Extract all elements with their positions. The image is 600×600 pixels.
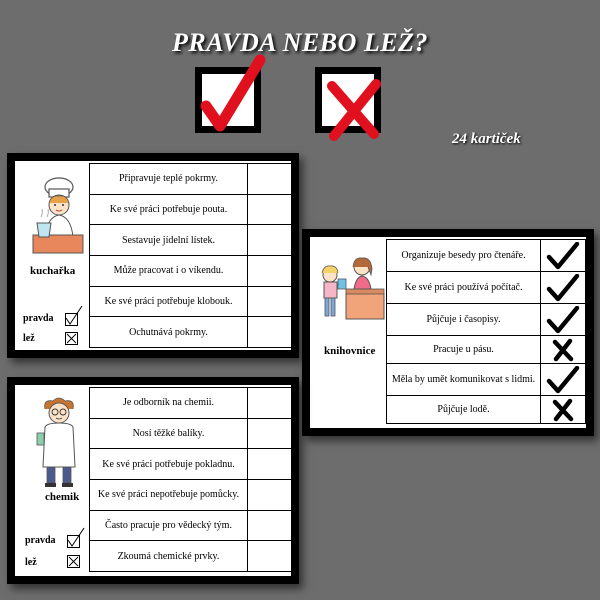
statement-cell: Nosí těžké balíky. xyxy=(90,418,248,449)
table-row xyxy=(90,510,293,541)
statement-cell: Ke své práci potřebuje pouta. xyxy=(90,194,248,225)
person-label: chemik xyxy=(45,491,80,503)
statement-cell: Půjčuje lodě. xyxy=(387,396,541,424)
answer-cell[interactable] xyxy=(248,541,293,572)
table-row xyxy=(90,317,293,348)
check-icon xyxy=(546,306,580,334)
answer-cell[interactable] xyxy=(248,388,293,419)
false-checkbox[interactable] xyxy=(67,555,80,568)
statement-cell: Ke své práci potřebuje klobouk. xyxy=(90,286,248,317)
table-row xyxy=(90,541,293,572)
statement-cell: Zkoumá chemické prvky. xyxy=(90,541,248,572)
table-row xyxy=(387,336,586,364)
table-row xyxy=(387,364,586,396)
false-symbol-box xyxy=(315,67,381,133)
answer-cell[interactable] xyxy=(541,336,586,364)
statement-cell: Sestavuje jídelní lístek. xyxy=(90,225,248,256)
table-row xyxy=(387,240,586,272)
table-row xyxy=(90,286,293,317)
true-checkbox[interactable] xyxy=(65,313,78,326)
statement-cell: Pracuje u pásu. xyxy=(387,336,541,364)
true-symbol-box xyxy=(195,67,261,133)
table-row xyxy=(387,272,586,304)
card-librarian xyxy=(302,229,594,436)
table-row xyxy=(90,449,293,480)
table-row xyxy=(387,304,586,336)
person-label: kuchařka xyxy=(30,265,76,277)
small-check-icon xyxy=(64,308,86,326)
librarian-illustration xyxy=(316,253,386,323)
statement-cell: Půjčuje i časopisy. xyxy=(387,304,541,336)
check-icon xyxy=(546,366,580,394)
answer-cell[interactable] xyxy=(541,304,586,336)
card-cook xyxy=(7,153,299,358)
statement-cell: Ke své práci používá počítač. xyxy=(387,272,541,304)
answer-cell[interactable] xyxy=(248,225,293,256)
true-label: pravda xyxy=(23,313,54,324)
answer-cell[interactable] xyxy=(248,418,293,449)
table-row xyxy=(90,225,293,256)
small-check-icon xyxy=(66,530,88,548)
statement-cell: Ke své práci nepotřebuje pomůcky. xyxy=(90,479,248,510)
false-label: lež xyxy=(25,557,37,568)
statement-cell: Ke své práci potřebuje pokladnu. xyxy=(90,449,248,480)
statements-table xyxy=(386,239,586,424)
answer-cell[interactable] xyxy=(248,255,293,286)
statement-cell: Měla by umět komunikovat s lidmi. xyxy=(387,364,541,396)
small-cross-icon xyxy=(66,333,77,344)
small-cross-icon xyxy=(68,556,79,567)
table-row xyxy=(90,164,293,195)
statement-cell: Připravuje teplé pokrmy. xyxy=(90,164,248,195)
check-icon xyxy=(546,242,580,270)
check-icon xyxy=(546,274,580,302)
person-label: knihovnice xyxy=(324,345,376,357)
statement-cell: Je odborník na chemii. xyxy=(90,388,248,419)
answer-cell[interactable] xyxy=(541,396,586,424)
table-row xyxy=(90,255,293,286)
false-checkbox[interactable] xyxy=(65,332,78,345)
answer-cell[interactable] xyxy=(248,479,293,510)
table-row xyxy=(90,418,293,449)
check-icon xyxy=(190,54,280,144)
table-row xyxy=(90,388,293,419)
false-label: lež xyxy=(23,333,35,344)
true-checkbox[interactable] xyxy=(67,535,80,548)
table-row xyxy=(90,479,293,510)
statement-cell: Často pracuje pro vědecký tým. xyxy=(90,510,248,541)
answer-cell[interactable] xyxy=(541,272,586,304)
cross-icon xyxy=(550,398,576,422)
answer-cell[interactable] xyxy=(248,317,293,348)
answer-cell[interactable] xyxy=(248,194,293,225)
table-row xyxy=(90,194,293,225)
card-count: 24 kartiček xyxy=(452,131,521,147)
cross-icon xyxy=(310,54,400,144)
cross-icon xyxy=(550,338,576,362)
page-title: PRAVDA NEBO LEŽ? xyxy=(171,28,428,57)
answer-cell[interactable] xyxy=(541,364,586,396)
answer-cell[interactable] xyxy=(541,240,586,272)
statement-cell: Ochutnává pokrmy. xyxy=(90,317,248,348)
answer-cell[interactable] xyxy=(248,164,293,195)
chemist-illustration xyxy=(31,397,87,489)
cook-illustration xyxy=(25,177,87,255)
statement-cell: Může pracovat i o víkendu. xyxy=(90,255,248,286)
answer-cell[interactable] xyxy=(248,510,293,541)
answer-cell[interactable] xyxy=(248,449,293,480)
answer-cell[interactable] xyxy=(248,286,293,317)
table-row xyxy=(387,396,586,424)
statements-table xyxy=(89,163,293,348)
statement-cell: Organizuje besedy pro čtenáře. xyxy=(387,240,541,272)
card-chemist xyxy=(7,377,299,584)
true-label: pravda xyxy=(25,535,56,546)
statements-table xyxy=(89,387,293,572)
